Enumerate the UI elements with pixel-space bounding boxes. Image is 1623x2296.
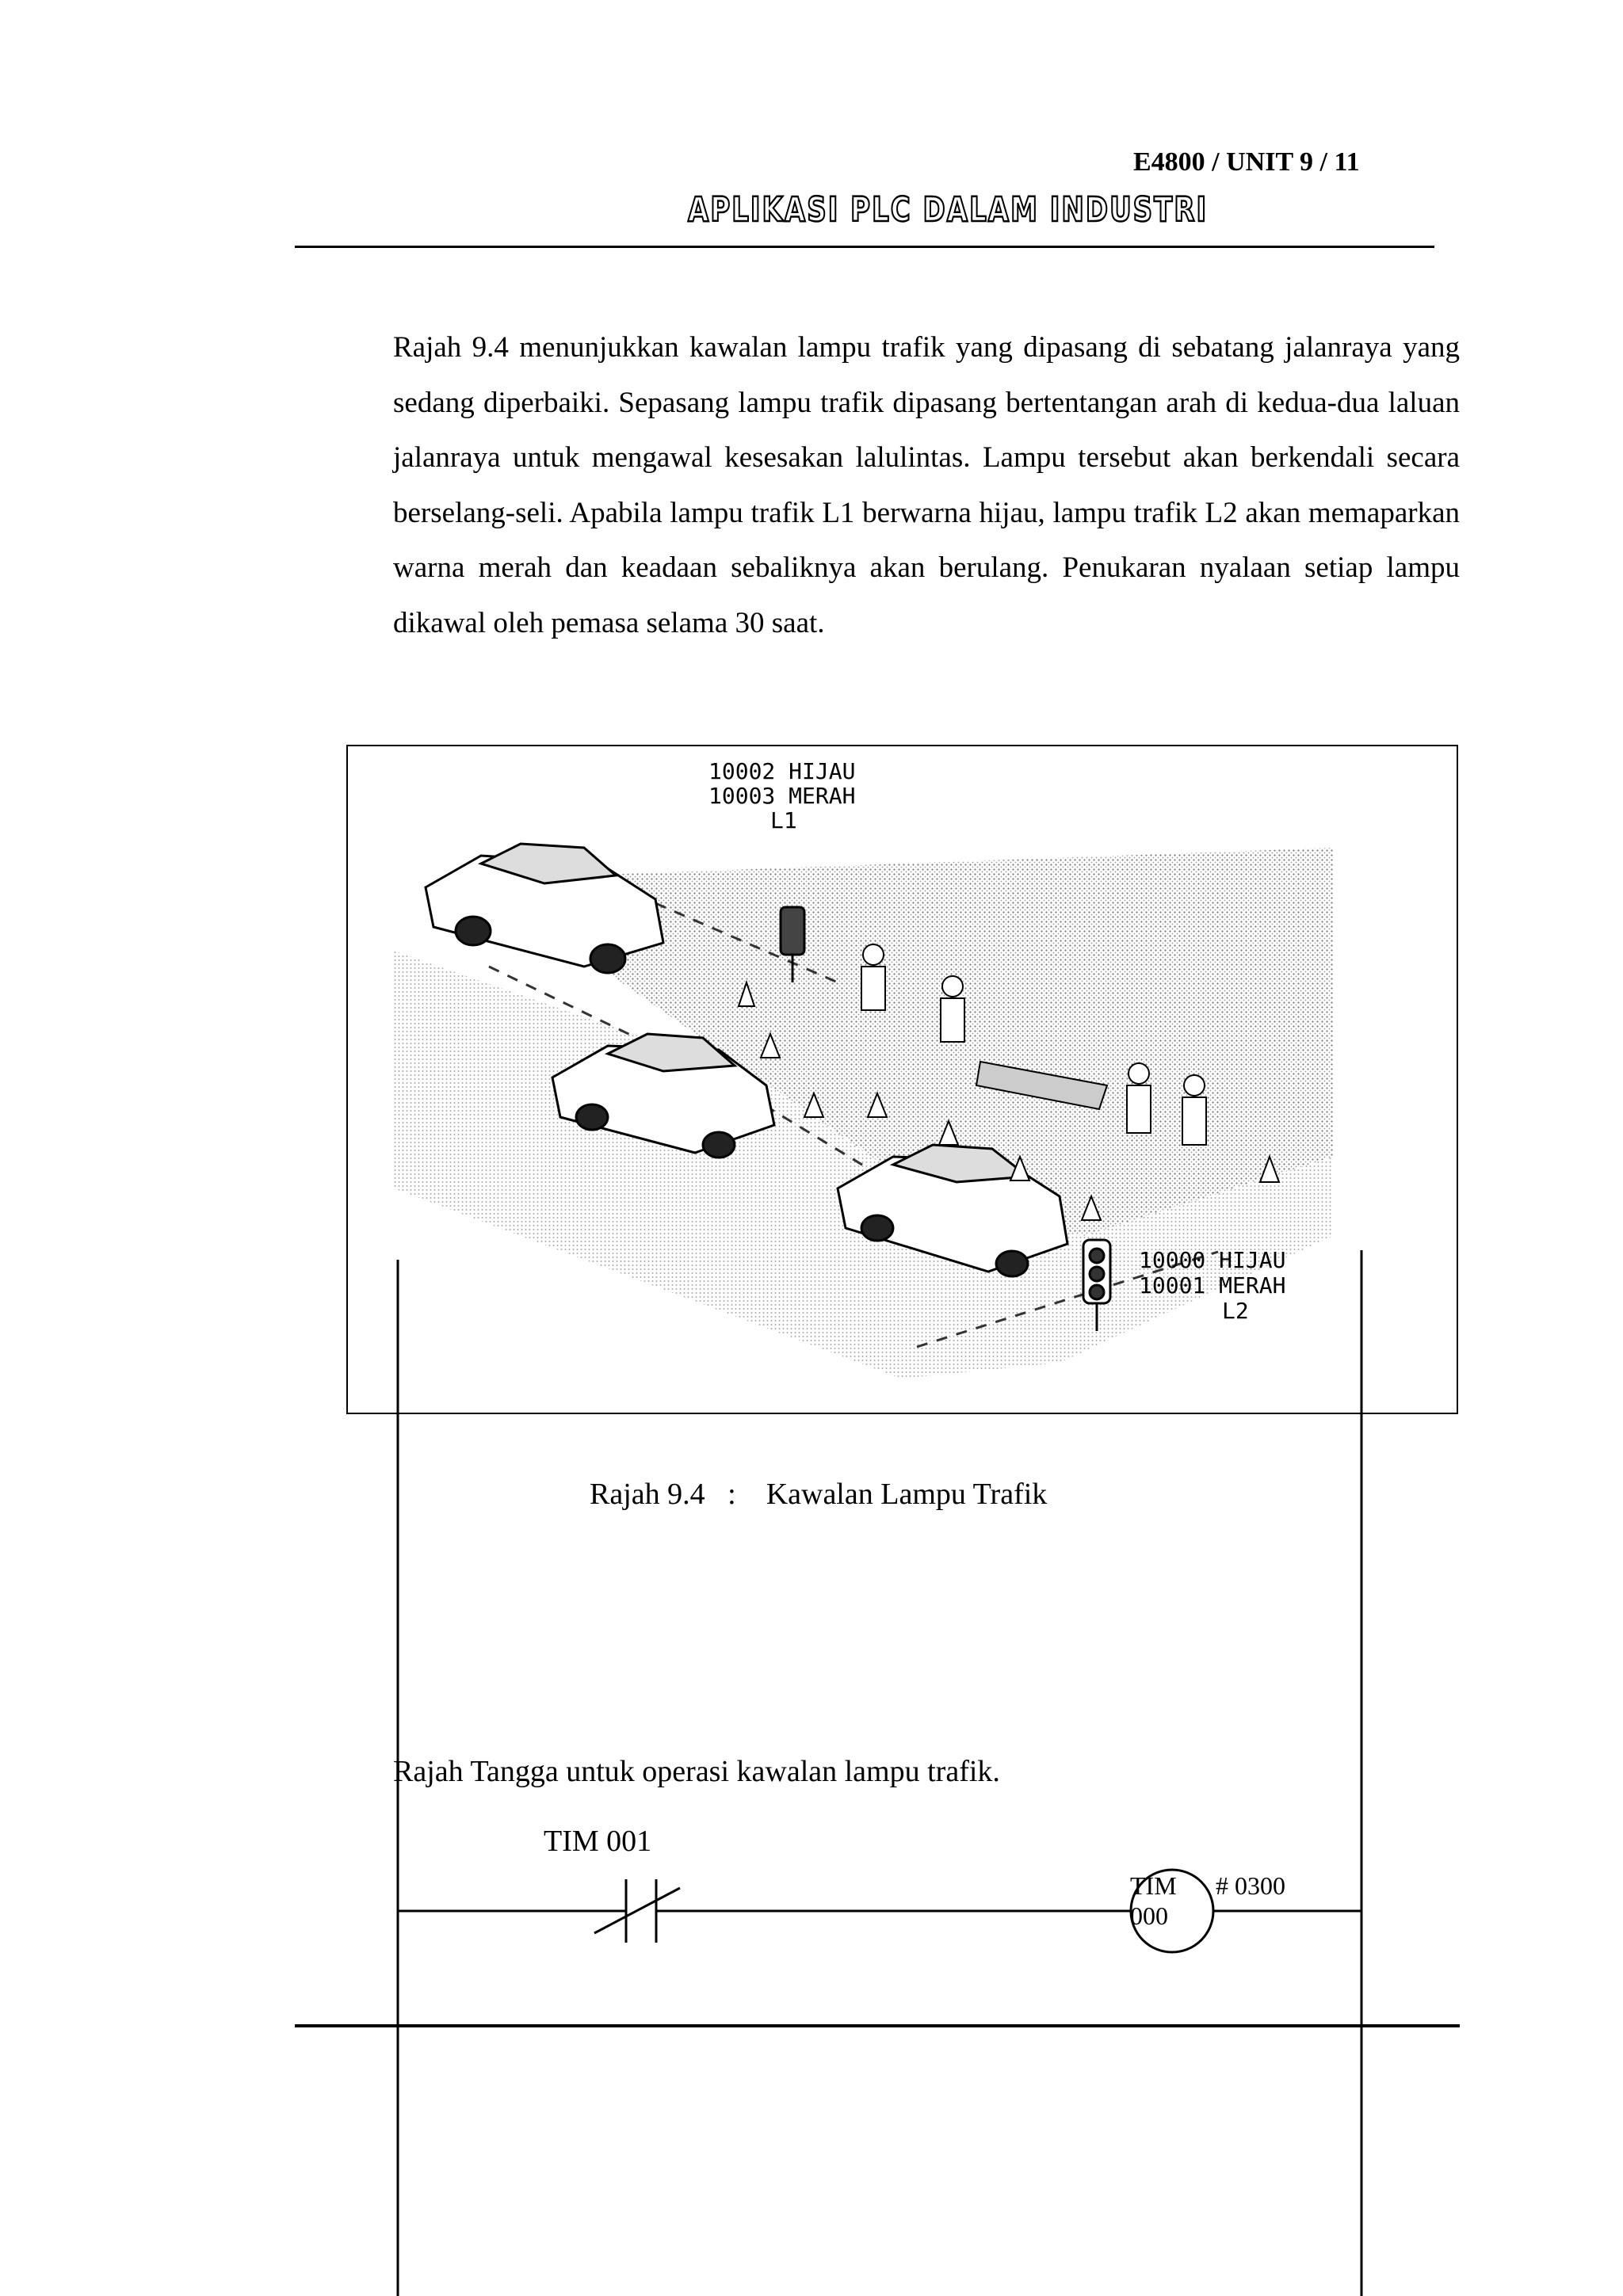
l2-red-label: 10001 MERAH — [1139, 1272, 1286, 1299]
l1-green-label: 10002 HIJAU — [708, 758, 856, 784]
ladder-diagram-title: Rajah Tangga untuk operasi kawalan lampu trafik. — [393, 1755, 1000, 1788]
l1-name-label: L1 — [770, 807, 797, 833]
intro-paragraph: Rajah 9.4 menunjukkan kawalan lampu trafik yang dipasang di sebatang jalanraya yang sedang diperbaiki. Sepasang lampu trafik dipasang bertentangan arah di kedua-dua laluan jalanraya untuk mengawal kesesakan lalulintas. Lampu tersebut akan berkendali secara berselang-seli. Apabila lampu trafik L1 berwarna hijau, lampu trafik L2 akan memaparkan warna merah dan keadaan sebaliknya akan berulang. Penukaran nyalaan setiap lampu dikawal oleh pemasa selama 30 saat. — [393, 331, 1460, 639]
timer-preset-value: # 0300 — [1216, 1871, 1285, 1900]
contact-label-tim001: TIM 001 — [544, 1825, 652, 1858]
header-rule — [295, 246, 1434, 248]
traffic-scene-illustration — [346, 745, 1458, 1414]
car-top-left — [426, 844, 663, 973]
l2-name-label: L2 — [1222, 1298, 1249, 1324]
header-banner-title: APLIKASI PLC DALAM INDUSTRI — [688, 190, 1209, 230]
header-unit-code: E4800 / UNIT 9 / 11 — [1133, 147, 1360, 177]
timer-coil-label: TIM — [1130, 1871, 1177, 1900]
figure-caption: Rajah 9.4 : Kawalan Lampu Trafik — [590, 1478, 1048, 1511]
l2-green-label: 10000 HIJAU — [1139, 1247, 1286, 1273]
nc-contact-slash — [594, 1888, 680, 1933]
footer-rule — [295, 2024, 1460, 2027]
l1-red-label: 10003 MERAH — [708, 783, 856, 809]
timer-coil-number: 000 — [1130, 1901, 1168, 1930]
